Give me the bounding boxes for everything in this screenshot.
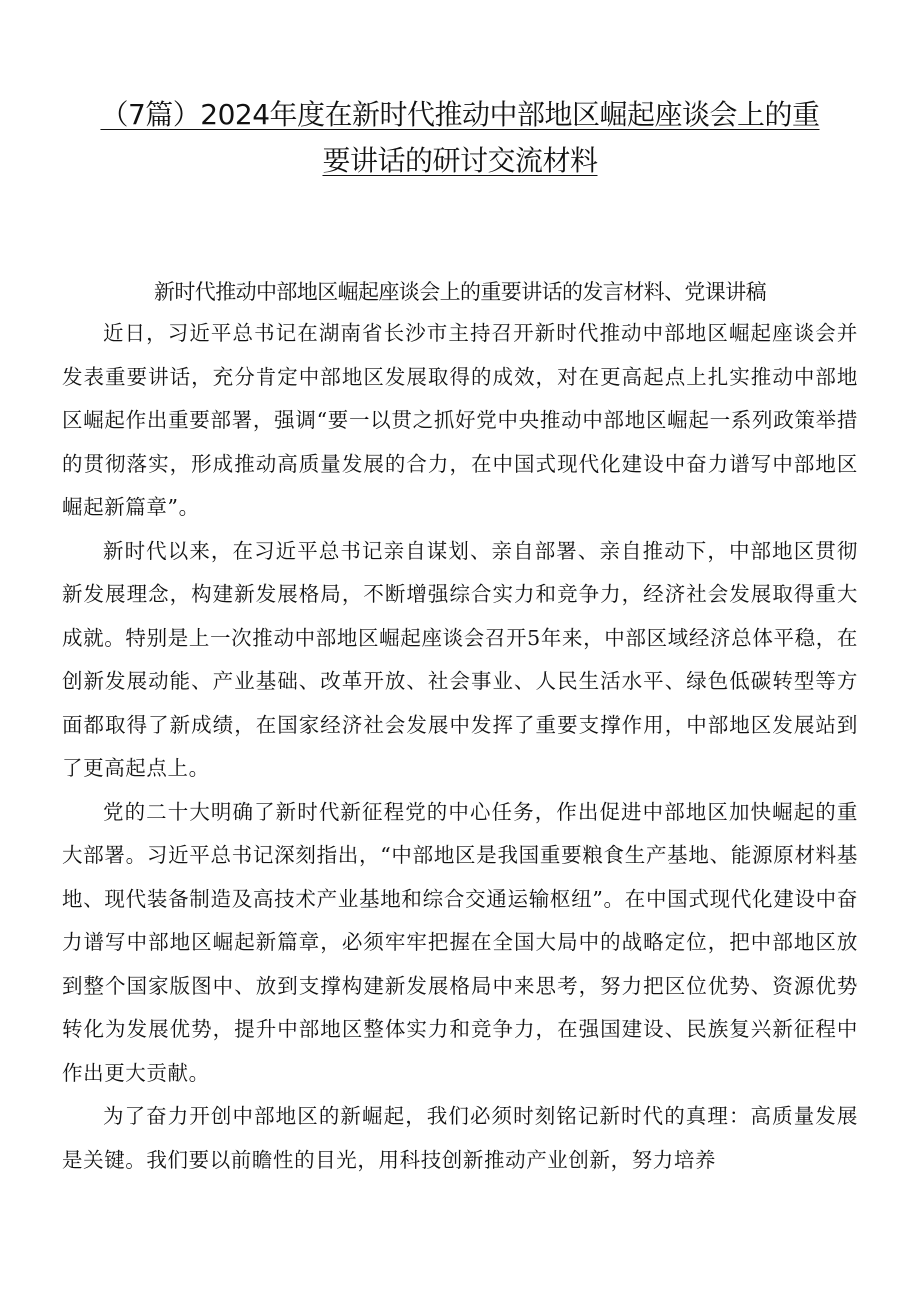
body-text [62, 312, 858, 1182]
paragraph-2: 新时代以来，在习近平总书记亲自谋划、亲自部署、亲自推动下，中部地区贯彻新发展理念，构建新发展格局，不断增强综合实力和竞争力，经济社会发展取得重大成就。特别是上一次推动中部地区崛起座谈会召开5年来，中部区域经济总体平稳，在创新发展动能、产业基础、改革开放、社会事业、人民生活水平、绿色低碳转型等方面都取得了新成绩，在国家经济社会发展中发挥了重要支撑作用，中部地区发展站到了更高起点上。 [62, 538, 858, 780]
section-heading: 新时代推动中部地区崛起座谈会上的重要讲话的发言材料、党课讲稿 [154, 280, 766, 304]
paragraph-1: 近日，习近平总书记在湖南省长沙市主持召开新时代推动中部地区崛起座谈会并发表重要讲话，充分肯定中部地区发展取得的成效，对在更高起点上扎实推动中部地区崛起作出重要部署，强调“要一以贯之抓好党中央推动中部地区崛起一系列政策举措的贯彻落实，形成推动高质量发展的合力，在中国式现代化建设中奋力谱写中部地区崛起新篇章”。 [62, 321, 858, 519]
paragraph-4: 为了奋力开创中部地区的新崛起，我们必须时刻铭记新时代的真理：高质量发展是关键。我们要以前瞻性的目光，用科技创新推动产业创新，努力培养 [62, 1104, 858, 1172]
document-title: （7篇）2024年度在新时代推动中部地区崛起座谈会上的重要讲话的研讨交流材料 [100, 98, 820, 177]
paragraph-3: 党的二十大明确了新时代新征程党的中心任务，作出促进中部地区加快崛起的重大部署。习近平总书记深刻指出，“中部地区是我国重要粮食生产基地、能源原材料基地、现代装备制造及高技术产业基地和综合交通运输枢纽”。在中国式现代化建设中奋力谱写中部地区崛起新篇章，必须牢牢把握在全国大局中的战略定位，把中部地区放到整个国家版图中、放到支撑构建新发展格局中来思考，努力把区位优势、资源优势转化为发展优势，提升中部地区整体实力和竞争力，在强国建设、民族复兴新征程中作出更大贡献。 [62, 799, 858, 1085]
